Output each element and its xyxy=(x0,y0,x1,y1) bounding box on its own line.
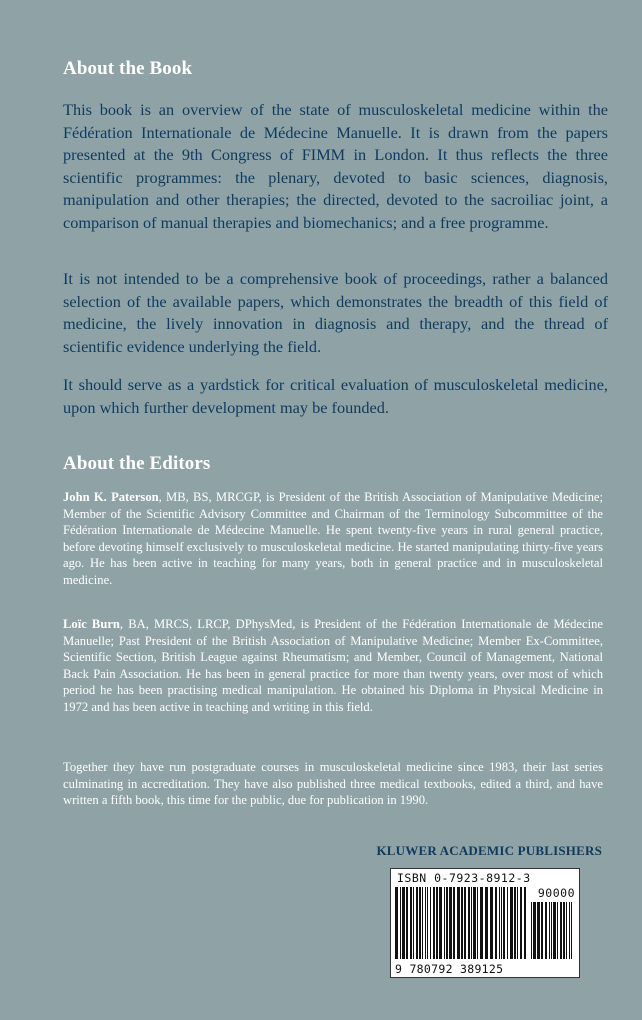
about-book-paragraph-2: It is not intended to be a comprehensive book of proceedings, rather a balanced selection of the available papers, which demonstrates the breadth of this field of medicine, the lively innovation in diagnosis and therapy, and the thread of scientific evidence underlying the field. xyxy=(63,269,608,356)
about-book-paragraph-3: It should serve as a yardstick for critical evaluation of musculoskeletal medicine, upon which further development may be founded. xyxy=(63,375,608,417)
barcode-bar xyxy=(471,887,472,959)
barcode-bar xyxy=(461,887,463,959)
isbn-label: ISBN 0-7923-8912-3 xyxy=(397,871,531,885)
barcode-bar xyxy=(553,902,556,959)
barcode-bar xyxy=(449,887,452,959)
barcode-bar xyxy=(439,887,442,959)
barcode-bar xyxy=(566,902,567,959)
barcode-bar xyxy=(490,887,493,959)
editor-2-name: Loïc Burn xyxy=(63,617,120,631)
barcode-bar xyxy=(541,902,543,959)
barcode-bar xyxy=(520,887,522,959)
editors-together-paragraph: Together they have run postgraduate courses in musculoskeletal medicine since 1983, their last series culminating in accreditation. They have also published three medical textbooks, edited a third, and have written a fifth book, this time for the public, due for publication in 1990. xyxy=(63,760,603,807)
barcode-bar xyxy=(517,887,518,959)
barcode-bar xyxy=(422,887,423,959)
barcode-bar xyxy=(433,887,435,959)
barcode-bar xyxy=(499,887,500,959)
barcode-bar xyxy=(464,887,466,959)
barcode-bar xyxy=(569,902,570,959)
barcode-bar xyxy=(457,887,460,959)
publisher-name: KLUWER ACADEMIC PUBLISHERS xyxy=(376,843,602,858)
barcode-bar xyxy=(514,887,516,959)
barcode-bar xyxy=(446,887,448,959)
barcode-bar xyxy=(400,887,401,959)
barcode-bar xyxy=(507,887,508,959)
about-book-heading: About the Book xyxy=(63,58,193,79)
barcode-bar xyxy=(533,902,536,959)
barcode-bar xyxy=(560,902,562,959)
barcode-bar xyxy=(430,887,431,959)
barcode-bar xyxy=(563,902,565,959)
barcode-bar xyxy=(480,887,483,959)
barcode-bar xyxy=(402,887,405,959)
barcode-bar xyxy=(425,887,426,959)
barcode-bar xyxy=(524,887,526,959)
barcode-bar xyxy=(477,887,478,959)
barcode-bar xyxy=(549,902,550,959)
barcode-bar xyxy=(510,887,513,959)
barcode-bar xyxy=(468,887,470,959)
isbn-barcode xyxy=(390,868,580,978)
barcode-bar xyxy=(495,887,497,959)
barcode-bar xyxy=(557,902,558,959)
barcode-bar xyxy=(571,902,572,959)
barcode-bar xyxy=(501,887,502,959)
barcode-bar xyxy=(416,887,418,959)
barcode-bar xyxy=(453,887,455,959)
barcode-bar xyxy=(436,887,438,959)
ean-number: 9 780792 389125 xyxy=(395,962,504,976)
editor-1-bio xyxy=(63,489,603,588)
editor-2-text: , BA, MRCS, LRCP, DPhysMed, is President of the Fédération Internationale de Médecine Manuelle; Past President of the British Association of Manipulative Medicine; Member Ex-Committee, Scientific Section, British League against Rheumatism; and Member, Council of Management, National Back Pain Association. He has been in general practice for more than twenty years, over most of which period he has been practising medical manipulation. He obtained his Diploma in Physical Medicine in 1972 and has been active in teaching and writing in this field. xyxy=(63,617,603,714)
barcode-bar xyxy=(485,887,488,959)
barcode-bar xyxy=(444,887,445,959)
barcode-bar xyxy=(419,887,421,959)
editor-1-name: John K. Paterson xyxy=(63,490,159,504)
price-code: 90000 xyxy=(537,886,575,900)
barcode-bar xyxy=(503,887,505,959)
barcode-bar xyxy=(427,887,428,959)
barcode-bar xyxy=(410,887,412,959)
barcode-bar xyxy=(473,887,476,959)
barcode-bar xyxy=(551,902,552,959)
editor-2-bio xyxy=(63,616,603,715)
about-book-paragraph-1: This book is an overview of the state of musculoskeletal medicine within the Fédération Internationale de Médecine Manuelle. It is drawn from the papers presented at the 9th Congress of FIMM in London. It thus reflects the three scientific programmes: the plenary, devoted to basic sciences, diagnosis, manipulation and other therapies; the directed, devoted to the sacroiliac joint, a comparison of manual therapies and biomechanics; and a free programme. xyxy=(63,100,608,232)
editor-1-text: , MB, BS, MRCGP, is President of the British Association of Manipulative Medicine; Member of the Scientific Advisory Committee and Chairman of the Terminology Subcommittee of the Fédération Internationale de Médecine Manuelle. He spent twenty-five years in rural general practice, before devoting himself exclusively to musculoskeletal medicine. He started manipulating thirty-five years ago. He has been active in teaching for many years, both in general practice and in musculoskeletal medicine. xyxy=(63,490,603,587)
barcode-bar xyxy=(531,902,532,959)
barcode-bar xyxy=(413,887,414,959)
barcode-bar xyxy=(537,902,540,959)
barcode-bar xyxy=(406,887,408,959)
about-editors-heading: About the Editors xyxy=(63,453,211,474)
ean-barcode-bars xyxy=(395,887,529,959)
barcode-bar xyxy=(395,887,398,959)
addon-barcode-bars xyxy=(531,902,575,959)
barcode-bar xyxy=(545,902,547,959)
